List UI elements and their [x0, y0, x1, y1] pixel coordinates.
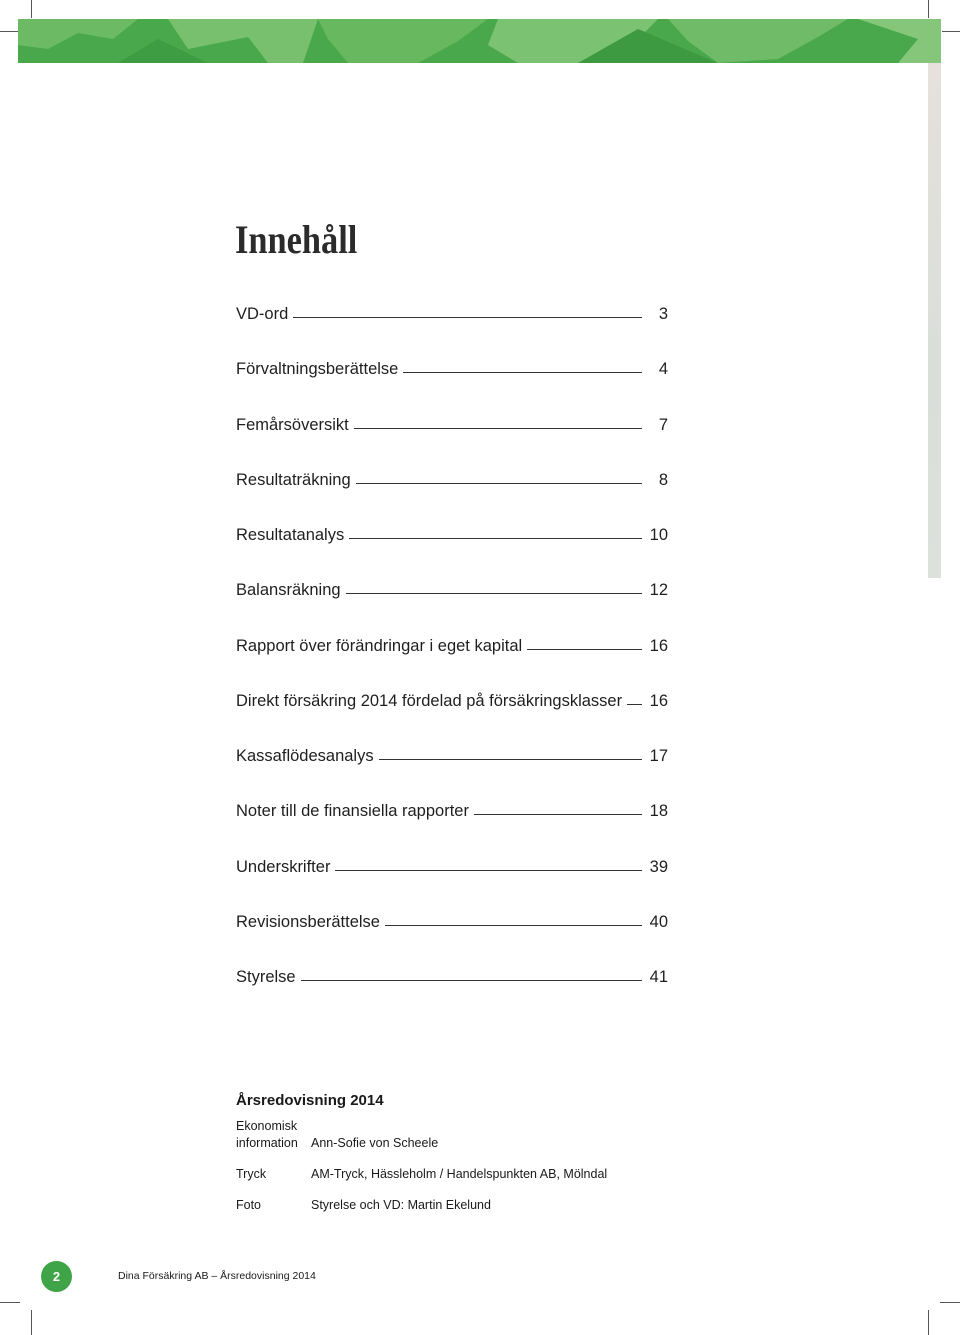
footer-text: Dina Försäkring AB – Årsredovisning 2014: [118, 1270, 316, 1282]
toc-label: Kassaflödesanalys: [236, 747, 374, 765]
toc-label: Direkt försäkring 2014 fördelad på försäkringsklasser: [236, 691, 623, 710]
toc-leader: [301, 980, 642, 981]
toc-leader: [379, 759, 642, 760]
crop-mark: [928, 0, 929, 18]
colophon-row: [236, 1197, 607, 1214]
toc-entry[interactable]: [236, 416, 668, 471]
toc-label: Resultatanalys: [236, 526, 345, 544]
toc-page: 39: [649, 857, 668, 876]
toc-leader: [349, 538, 642, 539]
colophon-row: [236, 1166, 607, 1183]
toc-entry[interactable]: [236, 526, 668, 581]
header-banner: [18, 19, 941, 63]
colophon-row: [236, 1118, 607, 1152]
toc-entry[interactable]: [236, 747, 668, 802]
toc-leader: [627, 704, 642, 705]
colophon: [236, 1092, 607, 1214]
toc-page: 7: [658, 415, 668, 434]
page-number-badge: 2: [41, 1261, 72, 1292]
toc-label: Femårsöversikt: [236, 415, 349, 434]
toc-entry[interactable]: [236, 968, 668, 1023]
toc-page: 17: [649, 747, 668, 765]
crop-mark: [0, 31, 18, 32]
crop-mark: [942, 31, 960, 32]
toc-page: 4: [658, 360, 668, 379]
colophon-title: Årsredovisning 2014: [236, 1092, 384, 1109]
toc-entry[interactable]: [236, 360, 668, 415]
toc-entry[interactable]: [236, 471, 668, 526]
toc-label: Revisionsberättelse: [236, 912, 380, 931]
toc-page: 41: [649, 968, 668, 986]
colophon-value: Styrelse och VD: Martin Ekelund: [311, 1198, 491, 1212]
colophon-key: Tryck: [236, 1167, 267, 1181]
toc-page: 3: [658, 305, 668, 323]
toc-leader: [385, 925, 642, 926]
colophon-value: AM-Tryck, Hässleholm / Handelspunkten AB, Mölndal: [311, 1167, 608, 1181]
toc-leader: [474, 814, 642, 815]
toc-label: Förvaltningsberättelse: [236, 360, 399, 379]
table-of-contents: [236, 305, 668, 1023]
crop-mark: [0, 1302, 20, 1303]
toc-entry[interactable]: [236, 637, 668, 692]
toc-page: 16: [649, 636, 668, 655]
toc-page: 18: [649, 802, 668, 821]
toc-entry[interactable]: [236, 913, 668, 968]
toc-entry[interactable]: [236, 802, 668, 857]
colophon-value: Ann-Sofie von Scheele: [311, 1136, 439, 1150]
colophon-key-line: Ekonomisk: [236, 1119, 298, 1133]
toc-entry[interactable]: [236, 305, 668, 360]
toc-leader: [335, 870, 642, 871]
banner-pattern: [18, 19, 941, 63]
toc-entry[interactable]: [236, 692, 668, 747]
toc-label: Balansräkning: [236, 581, 341, 600]
crop-mark: [928, 1310, 929, 1335]
page-title: Innehåll: [235, 217, 358, 262]
toc-label: Resultaträkning: [236, 470, 351, 489]
toc-label: Noter till de finansiella rapporter: [236, 802, 469, 821]
toc-label: Styrelse: [236, 968, 296, 986]
toc-page: 8: [658, 470, 668, 489]
colophon-key: [236, 1118, 311, 1152]
toc-leader: [356, 483, 642, 484]
toc-page: 10: [649, 526, 668, 544]
toc-page: 12: [649, 581, 668, 600]
colophon-key-line: information: [236, 1136, 298, 1150]
toc-label: Rapport över förändringar i eget kapital: [236, 636, 523, 655]
side-strip: [928, 63, 941, 578]
toc-page: 40: [649, 912, 668, 931]
toc-leader: [346, 593, 642, 594]
colophon-key: Foto: [236, 1198, 262, 1212]
toc-page: 16: [649, 691, 668, 710]
toc-leader: [527, 649, 642, 650]
toc-entry[interactable]: [236, 858, 668, 913]
toc-leader: [293, 317, 642, 318]
crop-mark: [940, 1302, 960, 1303]
toc-label: Underskrifter: [236, 857, 331, 876]
crop-mark: [31, 0, 32, 18]
toc-leader: [403, 372, 642, 373]
toc-label: VD-ord: [236, 305, 289, 323]
toc-entry[interactable]: [236, 581, 668, 636]
toc-leader: [354, 428, 642, 429]
crop-mark: [31, 1310, 32, 1335]
